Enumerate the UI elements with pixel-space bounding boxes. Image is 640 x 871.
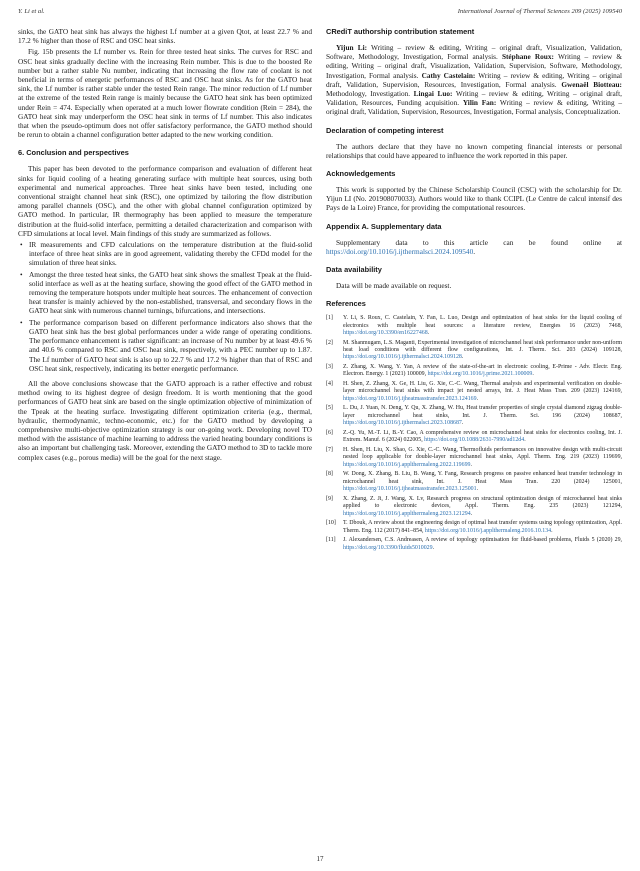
- right-column: [326, 27, 622, 554]
- reference-item: [326, 537, 622, 552]
- reference-item: [326, 315, 622, 337]
- reference-doi-link[interactable]: https://doi.org/10.1016/j.applthermaleng.2022.119699: [343, 461, 471, 468]
- reference-doi-link[interactable]: https://doi.org/10.1016/j.prime.2021.100009: [427, 371, 533, 378]
- section-heading-acknowledgements: Acknowledgements: [326, 169, 396, 179]
- reference-end: .: [532, 371, 534, 378]
- reference-number: [7]: [326, 446, 333, 453]
- credit-author: Yilin Fan:: [462, 98, 497, 108]
- reference-item: [326, 364, 622, 379]
- reference-text: W. Dong, X. Zhang, B. Liu, B. Wang, Y. Fang, Research progress on passive enhanced heat transfer technology in microchannel heat sink, Int. J. Heat Mass Tran. 220 (2024) 125001,: [343, 471, 622, 485]
- reference-doi-link[interactable]: https://doi.org/10.1016/j.ijheatmasstransfer.2023.125001: [343, 486, 477, 493]
- bullet-icon: •: [20, 240, 23, 250]
- reference-text: H. Shen, H. Liu, X. Shao, G. Xie, C.-C. Wang, Thermofluids performances on innovative design with multi-circuit nested loop applicable for double-layer microchannel heat sinks, Appl. Therm. Eng. 219 (2023) 119699,: [343, 446, 622, 461]
- page-number: 17: [316, 855, 324, 863]
- paragraph-final-remarks: All the above conclusions showcase that the GATO approach is a rather effective and robust method owing to its highest degree of design freedom. It is worth mentioning that the good performances of GATO heat sink are based on the single optimization objective of minimization of the Tpeak at the heating surface. Investigating different optimization criteria (e.g., thermal, hydraulic, thermodynamic, techno-economic, etc.) for the GATO method by developing a comprehensive multi-objective optimization strategy is our on-going work. Developing novel TO method with the assistance of machine learning to address the varied heating boundary conditions is also an important but challenging task. Moreover, extending the GATO method to 3D to tackle more complex cases (e.g., porous media) will be the goal for the next stage.: [18, 378, 312, 462]
- reference-end: .: [470, 510, 473, 517]
- finding-text: Amongst the three tested heat sinks, the GATO heat sink shows the smallest Tpeak at the fluid-solid interface as well as at the heating surface, showing the good effect of the GATO method in removing the temperature hotspots under multiple heat sources. The enhancement of convection heat transfer is mainly achieved by the non-established, transversal, and secondary flows in the GATO heat sink with numerous channel turnings, bifurcations, and intersections.: [29, 269, 312, 316]
- reference-item: [326, 340, 622, 362]
- credit-roles: Writing – review & editing, Writing – original draft, Visualization, Validation, Software, Methodology, Investigation, Formal analysis.: [326, 43, 622, 62]
- section-heading-credit: CRediT authorship contribution statement: [326, 27, 475, 36]
- credit-roles: Writing – review & editing, Writing – original draft, Validation, Resources, Funding acquisition.: [326, 89, 622, 108]
- reference-item: [326, 405, 622, 427]
- reference-text: Y. Li, S. Roux, C. Castelain, Y. Fan, L. Luo, Design and optimization of heat sinks for the liquid cooling of electronics with multiple heat sources: a literature review, Energies 16 (2023) 7468,: [343, 315, 622, 329]
- reference-end: .: [476, 486, 479, 493]
- supplementary-doi-link[interactable]: https://doi.org/10.1016/j.ijthermalsci.2024.109540: [326, 246, 474, 256]
- appendix-text: [326, 238, 622, 256]
- reference-doi-link[interactable]: https://doi.org/10.1016/j.applthermaleng.2016.10.134: [424, 527, 552, 534]
- finding-text: The performance comparison based on different performance indicators also shows that the GATO heat sink has the best global performances under a wide range of operating conditions. The performance enhancement is rather significant: an increase of Nu number by at least 49.6 % and 40.6 % compared to RSC and OSC heat sink, respectively, with a PEC number up to 1.87. The Lf number of GATO heat sink is also up to 22.7 % and 17.2 % higher than that of RSC and OSC heat sink, respectively, indicating its better energetic performance.: [29, 317, 312, 373]
- section-heading-competing-interest: Declaration of competing interest: [326, 125, 444, 135]
- reference-end: .: [432, 544, 435, 551]
- credit-author: Stéphane Roux:: [501, 52, 554, 62]
- credit-author: Cathy Castelain:: [421, 70, 476, 80]
- credit-author: Lingai Luo:: [413, 89, 453, 99]
- header-journal: International Journal of Thermal Sciences 209 (2025) 109540: [457, 8, 622, 15]
- paragraph-lf-rein: [18, 47, 312, 139]
- reference-text: J. Alexandersen, C.S. Andreasen, A review of topology optimisation for fluid-based problems, Fluids 5 (2020) 29,: [343, 537, 622, 544]
- reference-number: [10]: [326, 520, 336, 527]
- reference-number: [8]: [326, 471, 333, 478]
- reference-number: [1]: [326, 315, 333, 322]
- bullet-icon: •: [20, 269, 23, 279]
- reference-end: .: [470, 461, 472, 468]
- reference-number: [11]: [326, 537, 336, 544]
- credit-roles: Writing – review & editing, Writing – original draft, Validation, Supervision, Resources, Investigation, Formal analysis, Conceptualization.: [326, 98, 622, 117]
- competing-interest-text: The authors declare that they have no known competing financial interests or personal relationships that could have appeared to influence the work reported in this paper.: [326, 141, 622, 160]
- reference-doi-link[interactable]: https://doi.org/10.1016/j.ijheatmasstransfer.2023.124169: [343, 395, 477, 402]
- reference-end: .: [476, 395, 479, 402]
- reference-text: M. Shanmugam, L.S. Maganti, Experimental investigation of microchannel heat sink performance under non-uniform heat load conditions with different flow configurations, Int. J. Therm. Sci. 203 (2024) 109128,: [343, 339, 622, 354]
- finding-text: IR measurements and CFD calculations on the temperature distribution at the fluid-solid interface of three heat sinks are in good agreement, validating thereby the CFDd model for the simulation of three heat sinks.: [29, 240, 312, 268]
- reference-doi-link[interactable]: https://doi.org/10.3390/fluids5010029: [343, 544, 433, 551]
- reference-doi-link[interactable]: https://doi.org/10.1088/2631-7990/ad12d4: [424, 437, 525, 444]
- reference-item: [326, 430, 622, 445]
- bullet-icon: •: [20, 317, 23, 327]
- credit-roles: Methodology, Investigation.: [326, 89, 411, 99]
- section-heading-references: References: [326, 299, 366, 309]
- reference-text: L. Du, J. Yuan, N. Deng, Y. Qu, X. Zhang, W. Hu, Heat transfer properties of single crystal diamond zigzag double-layer microchannel heat sinks, Int. J. Therm. Sci. 196 (2024) 108687,: [343, 405, 622, 419]
- reference-text: X. Zhang, Z. Ji, J. Wang, X. Lv, Research progress on structural optimization design of microchannel heat sinks applied to electronic devices, Appl. Therm. Eng. 235 (2023) 121294,: [343, 495, 622, 510]
- section-heading-data-availability: Data availability: [326, 265, 382, 275]
- data-availability-text: Data will be made available on request.: [336, 281, 452, 291]
- reference-doi-link[interactable]: https://doi.org/10.1016/j.ijthermalsci.2023.108687: [343, 420, 462, 427]
- reference-text: H. Shen, Z. Zhang, X. Ge, H. Liu, G. Xie, C.-C. Wang, Thermal analysis and experimental verification on double-layer microchannel heat sinks with impact jet nested arrays, Int. J. Heat Mass Tran. 209 (2023) 124169,: [343, 381, 622, 395]
- reference-text: T. Dbouk, A review about the engineering design of optimal heat transfer systems using topology optimization, Appl. Therm. Eng. 112 (2017) 841–854,: [343, 520, 622, 534]
- credit-statement: [326, 43, 622, 117]
- reference-end: .: [461, 420, 464, 427]
- reference-number: [5]: [326, 405, 333, 412]
- paragraph-conclusion-intro: This paper has been devoted to the performance comparison and evaluation of different heat sinks for liquid cooling of a heating generating surface with multiple heat sources, using both experimental and numerical approaches. Three heat sinks have been tested, including one conventional straight channel heat sink (RSC), one optimized by tailoring the flow distribution among parallel channels (OSC), and the other with global channel configuration optimized by GATO method. In particular, IR thermography has been applied to measure the temperature distribution at the fluid-solid interface, permitting a detailed characterization and comparison with CFD simulations at local level. Main findings of this study are summarized as follows.: [18, 164, 312, 238]
- reference-list: [326, 315, 622, 552]
- finding-item: [18, 270, 312, 316]
- reference-item: [326, 447, 622, 469]
- running-header: [18, 8, 622, 20]
- reference-item: [326, 496, 622, 518]
- reference-text: Z.-Q. Yu, M.-T. Li, B.-Y. Cao, A comprehensive review on microchannel heat sinks for electronics cooling, Int. J. Extrem. Manuf. 6 (2024) 022005,: [343, 429, 622, 444]
- reference-item: [326, 520, 622, 535]
- credit-author: Gwenaël Biotteau:: [561, 79, 622, 89]
- acknowledgements-text: This work is supported by the Chinese Scholarship Council (CSC) with the scholarship for Dr. Yijun LI (No. 201908070033). Authors would like to thank CCIPL (Le Centre de calcul intensif des Pays de la Loire) France, for providing the computational resources.: [326, 185, 622, 213]
- appendix-end: .: [473, 246, 476, 256]
- finding-item: [18, 318, 312, 373]
- left-column: [18, 27, 312, 464]
- reference-end: .: [427, 330, 430, 337]
- credit-roles: Writing – review & editing, Writing – original draft, Validation, Supervision, Resources, Investigation, Formal analysis.: [326, 70, 623, 89]
- credit-author: Yijun Li:: [336, 43, 368, 52]
- paragraph-lf-qtot: sinks, the GATO heat sink has always the highest Lf number at a given Qtot, at least 22.7 % and 17.2 % higher than those of RSC and OSC heat sinks.: [18, 27, 312, 46]
- reference-end: .: [461, 354, 464, 361]
- finding-item: [18, 240, 312, 268]
- reference-end: .: [551, 527, 553, 534]
- reference-text: Z. Zhang, X. Wang, Y. Yan, A review of the state-of-the-art in electronic cooling, E-Prime - Adv. Electr. Eng. Electron. Energy. 1 (2021) 100009,: [343, 364, 622, 378]
- appendix-lead: Supplementary data to this article can be found online at: [336, 237, 622, 247]
- reference-end: .: [524, 437, 526, 444]
- reference-doi-link[interactable]: https://doi.org/10.1016/j.applthermaleng.2023.121294: [343, 510, 471, 517]
- reference-item: [326, 381, 622, 403]
- header-authors: Y. Li et al.: [18, 8, 45, 15]
- section-heading-appendix: Appendix A. Supplementary data: [326, 221, 442, 231]
- reference-number: [6]: [326, 429, 333, 436]
- findings-list: [18, 240, 312, 373]
- reference-number: [3]: [326, 364, 333, 371]
- reference-number: [2]: [326, 339, 333, 346]
- reference-doi-link[interactable]: https://doi.org/10.3390/en16227468: [343, 330, 428, 337]
- reference-number: [4]: [326, 381, 333, 388]
- section-heading-conclusion: 6. Conclusion and perspectives: [18, 148, 129, 158]
- reference-number: [9]: [326, 495, 333, 502]
- paragraph-lf-rein-text: Fig. 15b presents the Lf number vs. Rein for three tested heat sinks. The curves for RSC and OSC heat sinks gradually decline with the increasing Rein number. This is due to the boosted Re number but a rather stable Nu number, indicating that increasing the flow rate of coolant is not beneficial in terms of energetic performances of RSC and OSC heat sinks. As for the GATO heat sink, the Lf number is rather stable under the tested Rein range. The minor reduction of Lf number at the extreme of the tested Rein range is mainly because the GATO heat sink has been optimized under Rein = 474. Especially when operated at a much lower flowrate condition (Rein = 284), the GATO heat sink may underperform the OSC heat sink in terms of Lf number. This also indicates that when the pseudo-optimum does not offer satisfactory performance, the GATO method should be rerun to obtain a channel configuration better adapted to the new working condition.: [18, 47, 312, 140]
- credit-roles: Writing – review & editing, Writing – original draft, Visualization, Validation, Supervision, Software, Methodology, Investigation, Formal analysis.: [326, 52, 622, 80]
- reference-doi-link[interactable]: https://doi.org/10.1016/j.ijthermalsci.2024.109128: [343, 354, 462, 361]
- reference-item: [326, 471, 622, 493]
